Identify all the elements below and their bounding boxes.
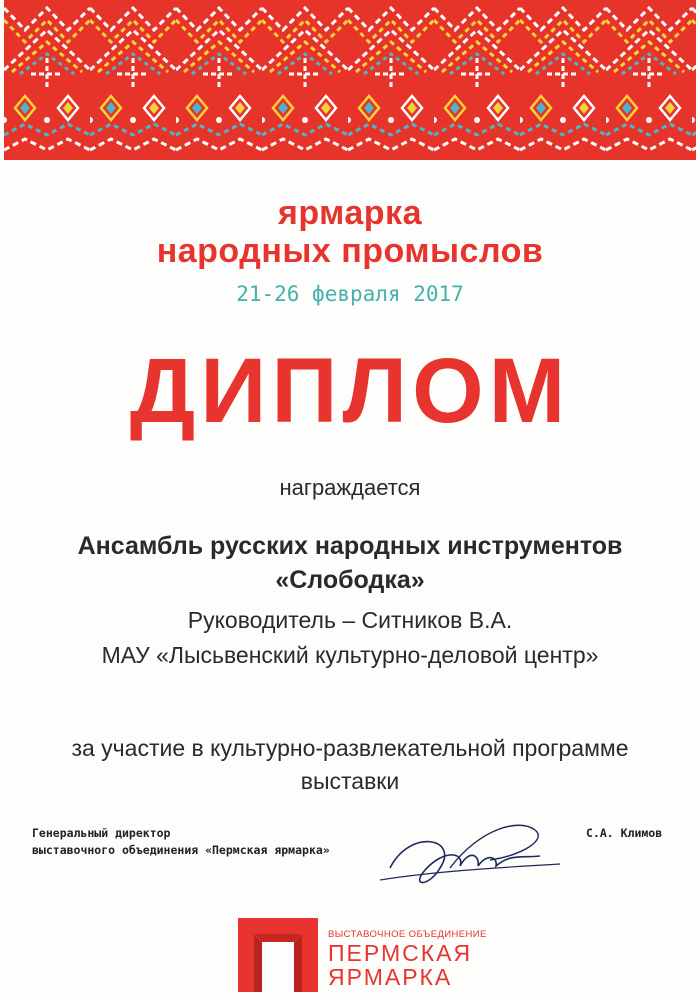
signatory-title-line2: выставочного объединения «Пермская ярмарка» <box>32 843 330 857</box>
reason-line1: за участие в культурно-развлекательной программе <box>71 735 629 761</box>
event-dates: 21-26 февраля 2017 <box>236 282 464 306</box>
perm-fair-logo-icon <box>238 918 318 992</box>
leader-line: Руководитель – Ситников В.А. <box>187 607 513 633</box>
recipient-line2: «Слободка» <box>275 566 425 594</box>
reason-line2: выставки <box>300 768 400 794</box>
signatory-title-line1: Генеральный директор <box>32 826 171 840</box>
logo-name-line1: ПЕРМСКАЯ <box>328 940 473 966</box>
event-title-line2: народных промыслов <box>156 232 544 270</box>
folk-ornament-pattern <box>4 0 696 160</box>
diploma-heading: ДИПЛОМ <box>129 340 571 442</box>
handwritten-signature <box>370 808 570 898</box>
ornament-banner <box>4 0 696 160</box>
logo-name-line2: ЯРМАРКА <box>328 964 453 990</box>
logo-subtitle: ВЫСТАВОЧНОЕ ОБЪЕДИНЕНИЕ <box>328 929 487 940</box>
signatory-name: С.А. Климов <box>586 826 663 840</box>
event-title-line1: ярмарка <box>278 194 422 232</box>
awarded-label: награждается <box>279 475 421 500</box>
recipient-line1: Ансамбль русских народных инструментов <box>77 532 623 560</box>
organization-line: МАУ «Лысьвенский культурно-деловой центр» <box>101 642 599 668</box>
